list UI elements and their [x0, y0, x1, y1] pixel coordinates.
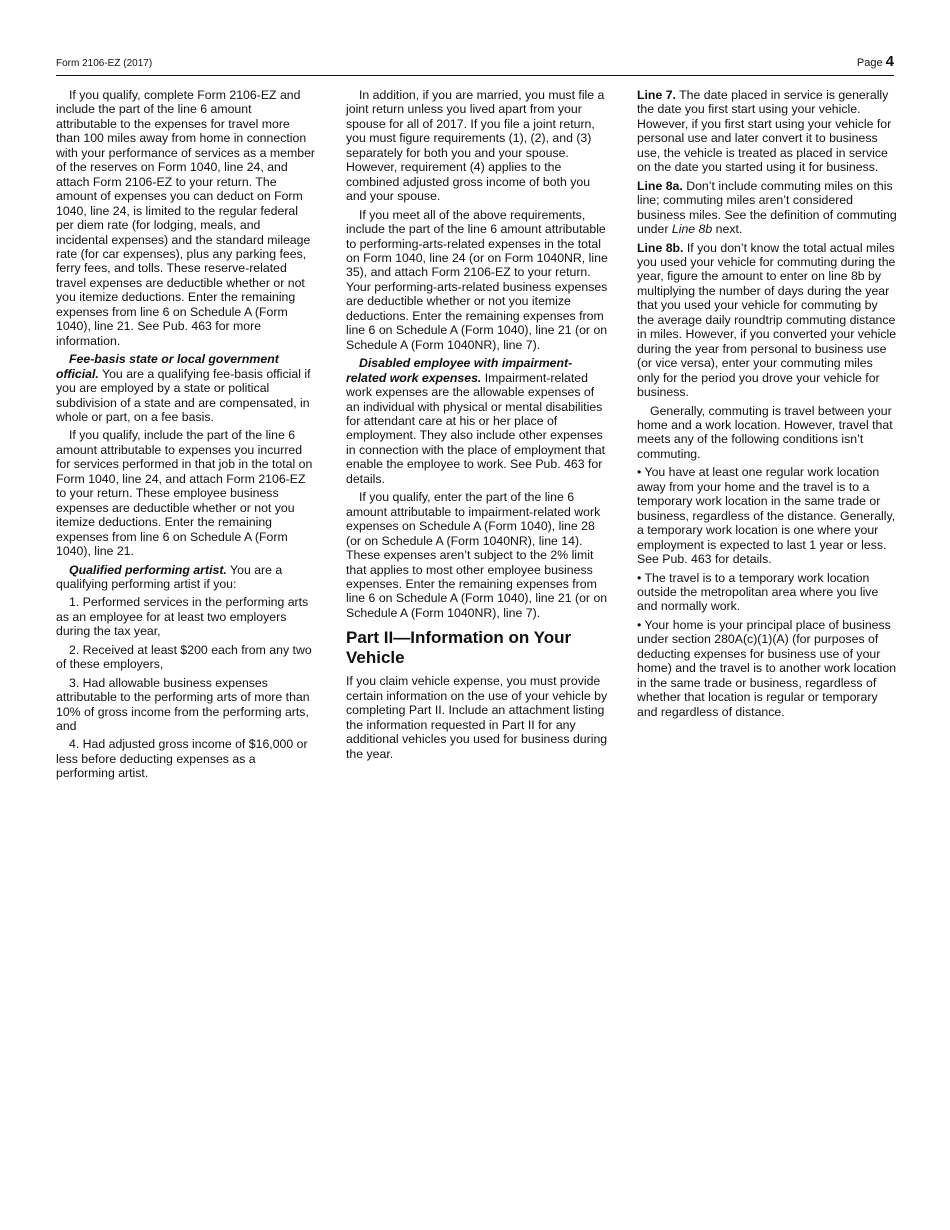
disabled-employee-text: Impairment-related work expenses are the allowable expenses of an individual with physical or mental disabilities for attendant care at his or her place of employment. They also include other expenses in connection with the place of employment that enable the employee to work. See Pub. 463 for details.	[346, 370, 606, 486]
line-7-label: Line 7.	[637, 88, 676, 102]
line-7-paragraph	[637, 88, 897, 175]
requirement-item-3: 3. Had allowable business expenses attributable to the performing arts of more than 10% of gross income from the performing arts, and	[56, 675, 310, 734]
commuting-exception-3: • Your home is your principal place of business under section 280A(c)(1)(A) (for purposes of deducting expenses for business use of your home) and the travel is to another work location in the same trade or business, regardless of whether that location is regular or temporary and regardless of distance.	[637, 617, 897, 719]
fee-basis-text: You are a qualifying fee-basis official if you are employed by a state or political subdivision of a state and are compensated, in whole or part, on a fee basis.	[56, 366, 311, 424]
line-8a-reference: Line 8b	[671, 222, 713, 237]
requirements-met-paragraph: If you meet all of the above requirements, include the part of the line 6 amount attributable to performing-arts-related expenses in the total on Form 1040, line 24 (or on Form 1040NR, line 35), and attach Form 2106-EZ to your return. Your performing-arts-related business expenses are deductible whether or not you itemize deductions. Enter the remaining expenses from line 6 on Schedule A (Form 1040), line 21 (or on Schedule A (Form 1040NR), line 7).	[346, 207, 608, 352]
requirement-item-1: 1. Performed services in the performing arts as an employee for at least two employers during the tax year,	[56, 595, 309, 639]
column-2	[346, 88, 608, 765]
line-8a-label: Line 8a.	[637, 178, 683, 193]
line-8a-tail: next.	[712, 222, 743, 237]
column-3	[637, 88, 897, 723]
commuting-exception-2: • The travel is to a temporary work location outside the metropolitan area where you live and normally work.	[637, 570, 879, 614]
part-2-heading: Part II—Information on Your Vehicle	[346, 628, 572, 668]
married-paragraph: In addition, if you are married, you must file a joint return unless you lived apart from your spouse for all of 2017. If you file a joint return, you must figure requirements (1), (2), and (3) separately for both you and your spouse. However, requirement (4) applies to the combined adjusted gross income of both you and your spouse.	[346, 88, 605, 204]
page-header	[56, 55, 894, 76]
performing-artist-heading: Qualified performing artist.	[69, 562, 227, 577]
performing-artist-paragraph	[56, 563, 315, 592]
disabled-employee-heading: Disabled employee with impairment-related work expenses.	[346, 356, 573, 385]
reservist-paragraph: If you qualify, complete Form 2106-EZ and include the part of the line 6 amount attributable to the expenses for travel more than 100 miles away from home in connection with your performance of services as a member of the reserves on Form 1040, line 24, and attach Form 2106-EZ to your return. The amount of expenses you can deduct on Form 1040, line 24, is limited to the regular federal per diem rate (for lodging, meals, and incidental expenses) and the standard mileage rate (for car expenses), plus any parking fees, ferry fees, and tolls. These reserve-related travel expenses are deductible whether or not you itemize deductions. Enter the remaining expenses from line 6 on Schedule A (Form 1040), line 21. See Pub. 463 for more information.	[56, 88, 316, 348]
page-label-text: Page	[856, 57, 883, 69]
fee-basis-qualify-paragraph: If you qualify, include the part of the line 6 amount attributable to expenses you incurred for services performed in that job in the total on Form 1040, line 24, and attach Form 2106-EZ to your return. These employee business expenses are deductible whether or not you itemize deductions. Enter the remaining expenses from line 6 on Schedule A (Form 1040), line 21.	[56, 428, 313, 559]
part-2-paragraph: If you claim vehicle expense, you must provide certain information on the use of your vehicle by completing Part II. Include an attachment listing the information requested in Part II for any additional vehicles you used for business during the year.	[346, 674, 608, 761]
requirement-item-4: 4. Had adjusted gross income of $16,000 or less before deducting expenses as a performing artist.	[56, 737, 308, 781]
fee-basis-heading: Fee-basis state or local government official.	[56, 352, 279, 381]
line-8a-paragraph	[637, 179, 897, 237]
form-identifier: Form 2106-EZ (2017)	[56, 58, 153, 69]
line-7-text: The date placed in service is generally the date you first start using your vehicle. However, if you first start using your vehicle for personal use and later convert it to business use, the vehicle is treated as placed in service on the date you started using it for business.	[637, 88, 892, 175]
line-8b-text: If you don’t know the total actual miles you used your vehicle for commuting during the year, figure the amount to enter on line 8b by multiplying the number of days during the year that you used your vehicle for commuting by the average daily roundtrip commuting distance in miles. However, if you converted your vehicle during the year from personal to business use (or vice versa), enter your commuting miles only for the period you drove your vehicle for business.	[637, 240, 897, 400]
requirement-item-2: 2. Received at least $200 each from any two of these employers,	[56, 642, 312, 672]
commuting-paragraph: Generally, commuting is travel between your home and a work location. However, travel that meets any of the following conditions isn’t commuting.	[637, 403, 893, 461]
line-8b-label: Line 8b.	[637, 240, 684, 255]
line-8a-text: Don’t include commuting miles on this line; commuting miles aren’t considered business miles. See the definition of commuting under	[637, 178, 897, 237]
performing-artist-text: You are a qualifying performing artist if you:	[56, 562, 283, 591]
page-label	[857, 55, 894, 70]
page-number: 4	[885, 53, 894, 70]
impairment-qualify-paragraph: If you qualify, enter the part of the line 6 amount attributable to impairment-related work expenses on Schedule A (Form 1040), line 28 (or on Schedule A (Form 1040NR), line 14). These expenses aren’t subject to the 2% limit that applies to most other employee business expenses. Enter the remaining expenses from line 6 on Schedule A (Form 1040), line 21 (or on Schedule A (Form 1040NR), line 7).	[346, 490, 608, 620]
line-8b-paragraph	[637, 241, 897, 400]
disabled-employee-paragraph	[346, 356, 608, 486]
commuting-exception-1: • You have at least one regular work location away from your home and the travel is to a temporary work location in the same trade or business, regardless of the distance. Generally, a temporary work location is one where your employment is expected to last 1 year or less. See Pub. 463 for details.	[637, 465, 896, 567]
fee-basis-paragraph	[56, 352, 315, 424]
column-1	[56, 88, 315, 785]
